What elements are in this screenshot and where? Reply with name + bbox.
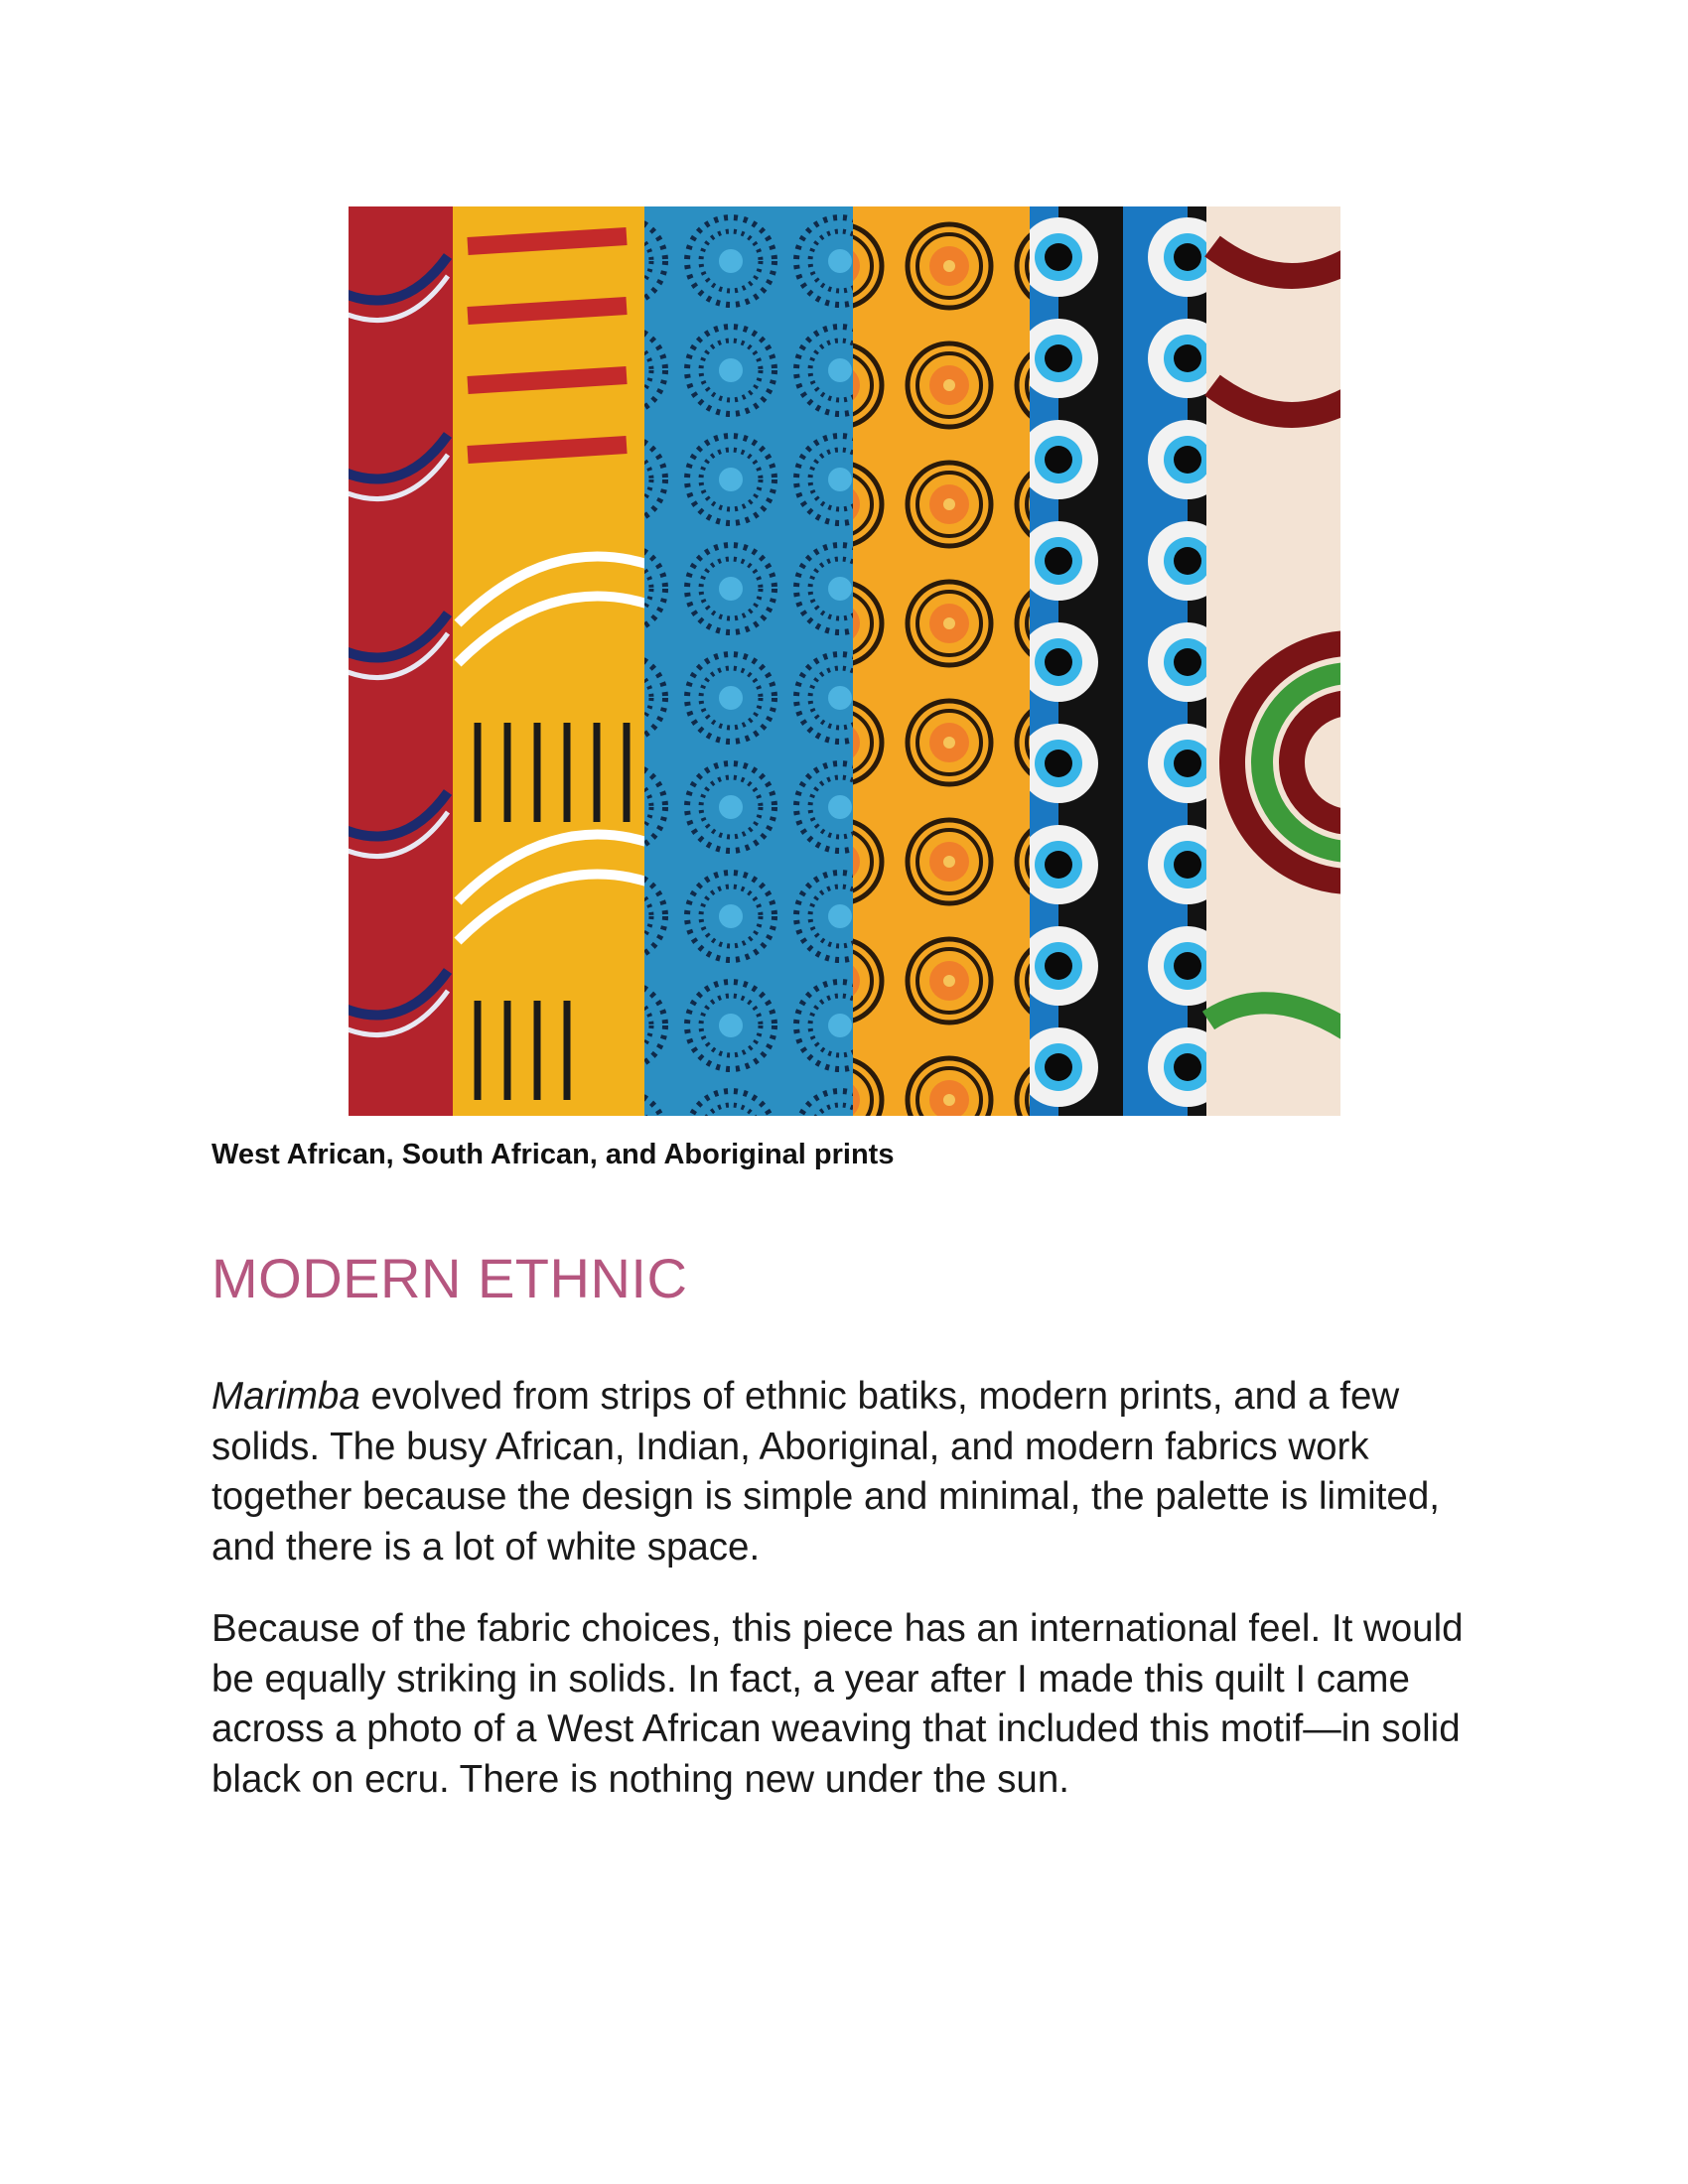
paragraph-2: Because of the fabric choices, this piece has an international feel. It would be equally striking in solids. In fact, a year after I made this quilt I came across a photo of a West African weaving that included this motif—in solid black on ecru. There is nothing new under the sun.: [211, 1607, 1464, 1801]
fabric-strip-3: [644, 206, 855, 1116]
paragraph-1-text: evolved from strips of ethnic batiks, modern prints, and a few solids. The busy African, Indian, Aboriginal, and modern fabrics work together because the design is simple and minimal, the palette is limited, and there is a lot of white space.: [211, 1375, 1440, 1569]
section-heading: MODERN ETHNIC: [211, 1247, 688, 1309]
fabric-strip-4: [853, 206, 1032, 1116]
fabric-strip-2: [453, 206, 646, 1116]
fabric-strip-5: [1030, 206, 1208, 1116]
paragraph-1: [211, 1372, 1482, 1572]
fabric-strips-illustration: [349, 206, 1340, 1116]
quilt-title-italic: Marimba: [211, 1375, 360, 1418]
figure-caption: West African, South African, and Aboriginal prints: [211, 1139, 895, 1170]
fabric-prints-photo: [349, 206, 1340, 1116]
